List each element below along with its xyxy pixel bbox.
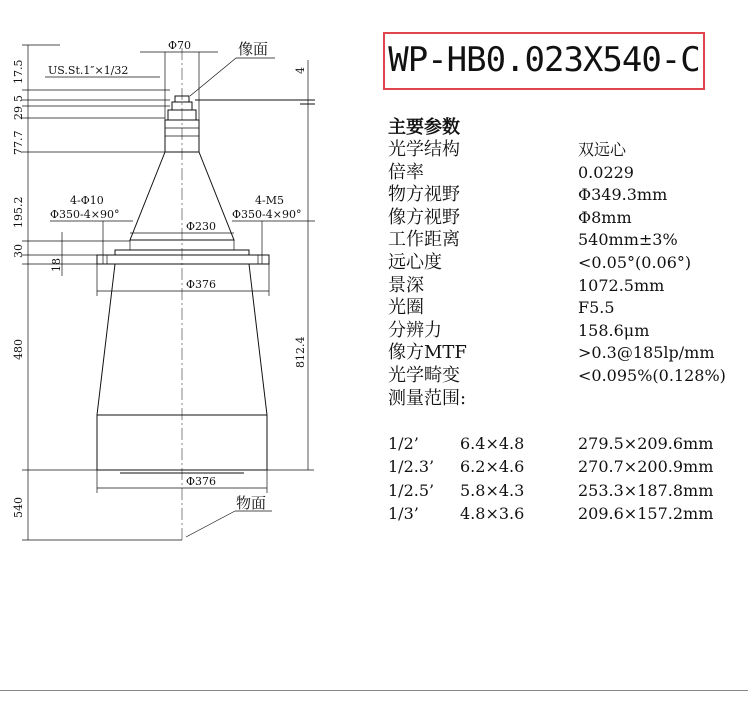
spec-row	[388, 252, 744, 275]
holes-left-label: 4-Φ10	[70, 194, 104, 207]
spec-value: Φ349.3mm	[578, 185, 668, 205]
dim-812-4: 812.4	[294, 336, 307, 368]
spec-row	[388, 184, 744, 207]
table-row	[388, 455, 744, 478]
spec-value: 540mm±3%	[578, 230, 678, 250]
dim-540: 540	[12, 497, 25, 518]
spec-key: 景深	[388, 274, 424, 296]
spec-key: 光学畸变	[388, 364, 460, 386]
dim-30: 30	[12, 244, 25, 258]
dim-195-2: 195.2	[12, 196, 25, 228]
spec-value: <0.095%(0.128%)	[578, 365, 726, 385]
sensor-size: 4.8×3.6	[460, 503, 525, 523]
bottom-divider	[0, 690, 748, 691]
spec-row	[388, 162, 744, 185]
phi376-top-label: Φ376	[186, 278, 217, 291]
spec-key: 光学结构	[388, 139, 460, 160]
dim-17-5: 17.5	[12, 59, 25, 84]
spec-row	[388, 139, 744, 162]
field-size: 270.7×200.9mm	[578, 457, 714, 477]
spec-value: >0.3@185lp/mm	[578, 343, 715, 363]
dim-480: 480	[12, 339, 25, 360]
spec-list	[388, 117, 744, 410]
spec-value: 0.0229	[578, 162, 634, 182]
spec-row	[388, 342, 744, 365]
sensor-size: 6.4×4.8	[460, 434, 525, 453]
phi376-bottom-label: Φ376	[186, 475, 217, 488]
spec-value: F5.5	[578, 298, 615, 318]
sensor-format: 1/2’	[388, 434, 419, 453]
object-plane-leader	[186, 511, 235, 537]
spec-key: 测量范围:	[388, 387, 467, 409]
spec-row	[388, 207, 744, 230]
spec-value: 双远心	[578, 140, 627, 159]
spec-row	[388, 297, 744, 320]
table-row	[388, 502, 744, 525]
thread-label: US.St.1″×1/32	[48, 64, 129, 77]
spec-key: 分辨力	[388, 319, 442, 341]
spec-value: 1072.5mm	[578, 275, 665, 295]
image-plane-leader	[190, 58, 236, 96]
spec-key: 像方MTF	[388, 342, 467, 364]
sensor-format: 1/3’	[388, 503, 419, 523]
spec-heading: 主要参数	[388, 117, 460, 138]
sensor-format: 1/2.5’	[388, 480, 435, 500]
dim-4: 4	[294, 67, 307, 74]
spec-value: <0.05°(0.06°)	[578, 252, 692, 272]
sensor-size: 6.2×4.6	[460, 457, 525, 477]
field-size: 279.5×209.6mm	[578, 434, 714, 453]
dim-77-7: 77.7	[12, 130, 25, 155]
spec-key: 远心度	[388, 251, 442, 273]
model-title-box	[383, 32, 705, 90]
sensor-format: 1/2.3’	[388, 457, 435, 477]
table-row	[388, 479, 744, 502]
spec-row	[388, 229, 744, 252]
spec-row	[388, 388, 744, 411]
spec-row	[388, 320, 744, 343]
image-plane-label: 像面	[238, 40, 269, 58]
spec-key: 物方视野	[388, 184, 460, 206]
dim-5: 5	[12, 95, 25, 102]
phi230-label: Φ230	[186, 220, 217, 233]
measure-range-table	[388, 432, 744, 525]
lens-drawing	[0, 0, 380, 560]
holes-right-label: 4-M5	[255, 194, 284, 207]
spec-key: 工作距离	[388, 229, 460, 251]
spec-key: 倍率	[388, 161, 424, 183]
field-size: 209.6×157.2mm	[578, 503, 714, 523]
spec-value: 158.6μm	[578, 320, 650, 340]
spec-row	[388, 275, 744, 298]
sensor-size: 5.8×4.3	[460, 480, 525, 500]
dim-18: 18	[50, 258, 63, 272]
model-title: WP-HB0.023X540-C	[388, 40, 700, 80]
holes-left-pcd-label: Φ350-4×90°	[50, 208, 120, 221]
spec-value: Φ8mm	[578, 207, 632, 227]
dim-29: 29	[12, 106, 25, 120]
flange	[97, 255, 269, 264]
phi70-label: Φ70	[168, 39, 192, 52]
object-plane-label: 物面	[236, 494, 267, 512]
field-size: 253.3×187.8mm	[578, 480, 714, 500]
spec-key: 像方视野	[388, 206, 460, 228]
table-row	[388, 432, 744, 455]
holes-right-pcd-label: Φ350-4×90°	[232, 208, 302, 221]
spec-key: 光圈	[388, 297, 424, 319]
spec-row	[388, 365, 744, 388]
